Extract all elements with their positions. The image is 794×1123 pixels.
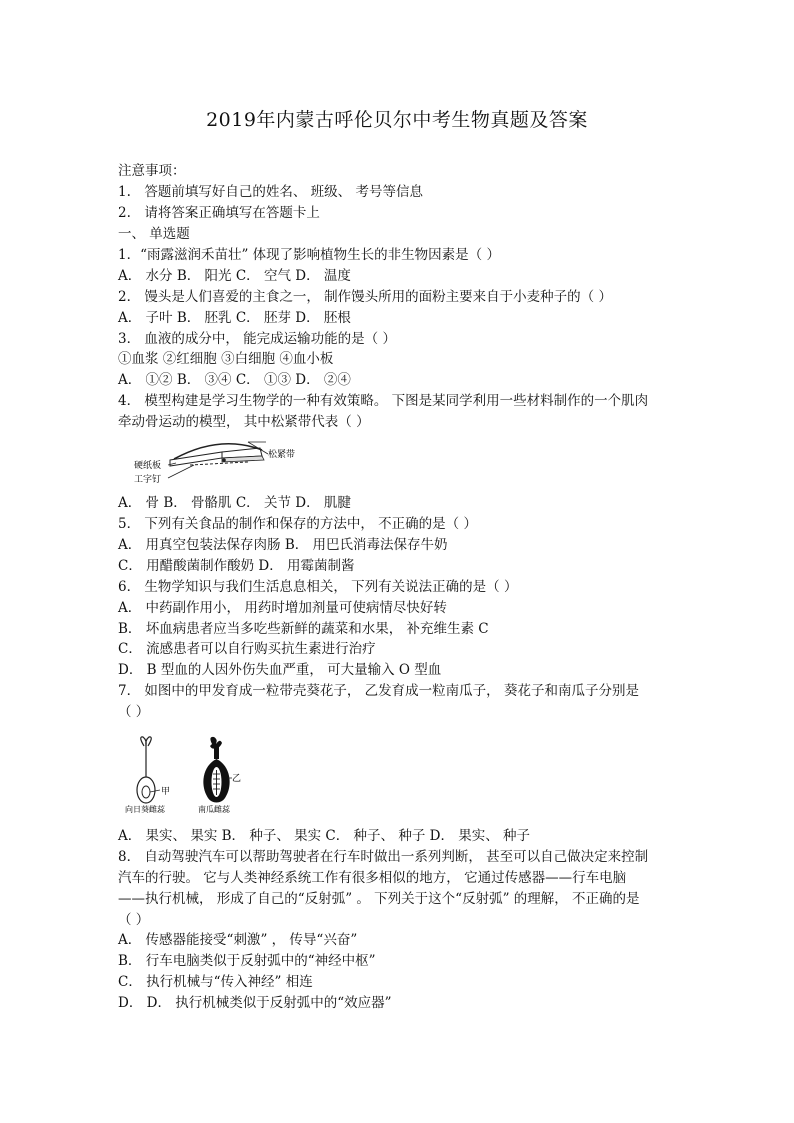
notice-heading: 注意事项：: [118, 163, 186, 179]
question-6: 6． 生物学知识与我们生活息息相关， 下列有关说法正确的是（ ）: [118, 579, 518, 595]
question-8-option-b: B． 行车电脑类似于反射弧中的“神经中枢”: [118, 953, 376, 969]
question-8-line-1: 8． 自动驾驶汽车可以帮助驾驶者在行车时做出一系列判断， 甚至可以自己做决定来控制: [118, 849, 649, 865]
label-cardboard: 硬纸板: [134, 461, 162, 471]
question-7-line-1: 7． 如图中的甲发育成一粒带壳葵花子， 乙发育成一粒南瓜子， 葵花子和南瓜子分别是: [118, 683, 639, 699]
notice-item-1: 1. 答题前填写好自己的姓名、 班级、 考号等信息: [118, 184, 423, 200]
question-6-option-b: B． 坏血病患者应当多吃些新鲜的蔬菜和水果， 补充维生素 C: [118, 621, 489, 637]
pistil-figure: [122, 734, 252, 814]
question-8-line-4: （ ）: [118, 912, 150, 928]
question-6-option-c: C． 流感患者可以自行购买抗生素进行治疗: [118, 641, 376, 657]
caption-sunflower: 向日葵雌蕊: [125, 805, 165, 814]
question-3-items: ①血浆 ②红细胞 ③白细胞 ④血小板: [118, 351, 334, 367]
page-title: 2019年内蒙古呼伦贝尔中考生物真题及答案: [206, 109, 588, 131]
question-8-option-c: C． 执行机械与“传入神经” 相连: [118, 974, 313, 990]
question-5-options-cd: C． 用醋酸菌制作酸奶 D． 用霉菌制酱: [118, 558, 355, 574]
question-7-options: A． 果实、 果实 B． 种子、 果实 C． 种子、 种子 D． 果实、 种子: [118, 828, 531, 844]
question-2: 2． 馒头是人们喜爱的主食之一， 制作馒头所用的面粉主要来自于小麦种子的（ ）: [118, 289, 612, 305]
label-yi: 乙: [232, 774, 242, 784]
section-heading: 一、 单选题: [118, 226, 190, 242]
question-6-option-a: A． 中药副作用小， 用药时增加剂量可使病情尽快好转: [118, 600, 447, 616]
muscle-model-figure: [130, 432, 310, 490]
question-1: 1．“雨露滋润禾苗壮” 体现了影响植物生长的非生物因素是（ ）: [118, 247, 500, 263]
question-4-line-1: 4． 模型构建是学习生物学的一种有效策略。 下图是某同学利用一些材料制作的一个肌肉: [118, 393, 649, 409]
question-5: 5． 下列有关食品的制作和保存的方法中， 不正确的是（ ）: [118, 516, 477, 532]
question-3-options: A． ①② B． ③④ C． ①③ D． ②④: [118, 372, 351, 388]
question-8-option-d: D． D． 执行机械类似于反射弧中的“效应器”: [118, 995, 392, 1011]
question-6-option-d: D． B 型血的人因外伤失血严重， 可大量输入 O 型血: [118, 662, 442, 678]
question-4-options: A． 骨 B． 骨骼肌 C． 关节 D． 肌腱: [118, 495, 351, 511]
question-7-line-2: （ ）: [118, 704, 150, 720]
label-elastic: 松紧带: [268, 450, 296, 460]
caption-pumpkin: 南瓜雌蕊: [198, 805, 230, 814]
question-4-line-2: 牵动骨运动的模型， 其中松紧带代表（ ）: [118, 414, 370, 430]
question-8-line-2: 汽车的行驶。 它与人类神经系统工作有很多相似的地方， 它通过传感器——行车电脑: [118, 870, 627, 886]
question-3: 3． 血液的成分中， 能完成运输功能的是（ ）: [118, 331, 396, 347]
question-8-line-3: ——执行机械， 形成了自己的“反射弧” 。 下列关于这个“反射弧” 的理解， 不正确的是: [118, 891, 640, 907]
label-pushpin: 工字钉: [134, 475, 162, 485]
question-2-options: A． 子叶 B． 胚乳 C． 胚芽 D． 胚根: [118, 310, 351, 326]
question-1-options: A． 水分 B． 阳光 C． 空气 D． 温度: [118, 268, 351, 284]
question-5-options-ab: A． 用真空包装法保存肉肠 B． 用巴氏消毒法保存牛奶: [118, 537, 448, 553]
label-jia: 甲: [161, 787, 171, 797]
question-8-option-a: A． 传感器能接受“刺激” ， 传导“兴奋”: [118, 932, 358, 948]
notice-item-2: 2. 请将答案正确填写在答题卡上: [118, 205, 320, 221]
